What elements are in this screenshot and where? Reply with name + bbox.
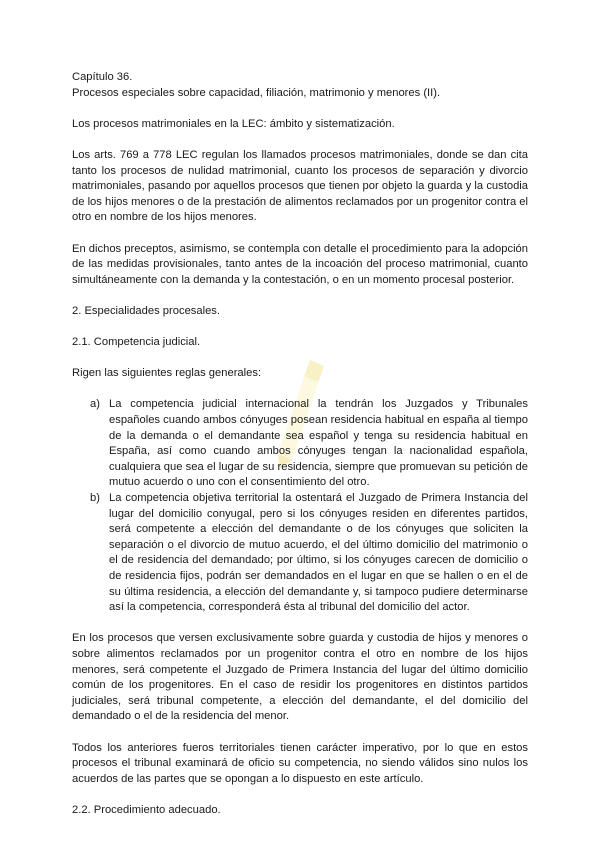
section-heading: 2. Especialidades procesales. xyxy=(72,304,221,317)
document-page xyxy=(72,70,528,834)
paragraph: Los arts. 769 a 778 LEC regulan los llamados procesos matrimoniales, donde se dan cita tanto los procesos de nulidad matrimonial, cuanto los procesos de separación y divorcio matrimoniales, pasando por aquellos procesos que tienen por objeto la guarda y la custodia de los hijos menores o de la prestación de alimentos reclamados por un progenitor contra el otro en nombre de los hijos menores. xyxy=(72,148,528,224)
list-item-text: La competencia judicial internacional la tendrán los Juzgados y Tribunales españoles cuando ambos cónyuges posean residencia habitual en españa al tiempo de la demanda o el demandante sea español y tenga su residencia habitual en España, así como cuando ambos cónyuges tengan la nacionalidad española, cualquiera que sea el lugar de su residencia, siempre que promuevan su petición de mutuo acuerdo o uno con el consentimiento del otro. xyxy=(109,398,528,489)
chapter-title: Procesos especiales sobre capacidad, filiación, matrimonio y menores (II). xyxy=(72,86,441,99)
list-item xyxy=(72,397,528,491)
rules-list xyxy=(72,397,528,615)
chapter-number: Capítulo 36. xyxy=(72,71,133,83)
list-item-text: La competencia objetiva territorial la ostentará el Juzgado de Primera Instancia del lugar del domicilio conyugal, pero si los cónyuges residen en diferentes partidos, será competente a elección del demandante o de los cónyuges que soliciten la separación o el divorcio de mutuo acuerdo, el del último domicilio del matrimonio o el de residencia del demandado; por último, si los cónyuges carecen de domicilio o de residencia fijos, podrán ser demandados en el lugar en que se hallen o en el de su última residencia, a elección del demandante y, si tampoco pudiere determinarse así la competencia, corresponderá ésta al tribunal del domicilio del actor. xyxy=(109,492,528,614)
paragraph: En dichos preceptos, asimismo, se contempla con detalle el procedimiento para la adopción de las medidas provisionales, tanto antes de la incoación del proceso matrimonial, cuanto simultáneamente con la demanda y la contestación, o en un momento procesal posterior. xyxy=(72,242,528,286)
paragraph: Todos los anteriores fueros territoriales tienen carácter imperativo, por lo que en estos procesos el tribunal examinará de oficio su competencia, no siendo válidos sino nulos los acuerdos de las partes que se opongan a lo dispuesto en este artículo. xyxy=(72,741,528,785)
chapter-header xyxy=(72,70,528,101)
paragraph: En los procesos que versen exclusivamente sobre guarda y custodia de hijos y menores o sobre alimentos reclamados por un progenitor contra el otro en nombre de los hijos menores, será competente el Juzgado de Primera Instancia del lugar del último domicilio común de los progenitores. En el caso de residir los progenitores en distintos partidos judiciales, será tribunal competente, a elección del demandante, el del domicilio del demandado o el de la residencia del menor. xyxy=(72,632,528,723)
subsection-heading: 2.1. Competencia judicial. xyxy=(72,336,201,349)
list-lead: Rigen las siguientes reglas generales: xyxy=(72,367,262,380)
list-marker: b) xyxy=(90,492,100,505)
list-item xyxy=(72,491,528,616)
section-heading: Los procesos matrimoniales en la LEC: ámbito y sistematización. xyxy=(72,117,395,130)
list-marker: a) xyxy=(90,398,100,411)
subsection-heading: 2.2. Procedimiento adecuado. xyxy=(72,803,221,816)
